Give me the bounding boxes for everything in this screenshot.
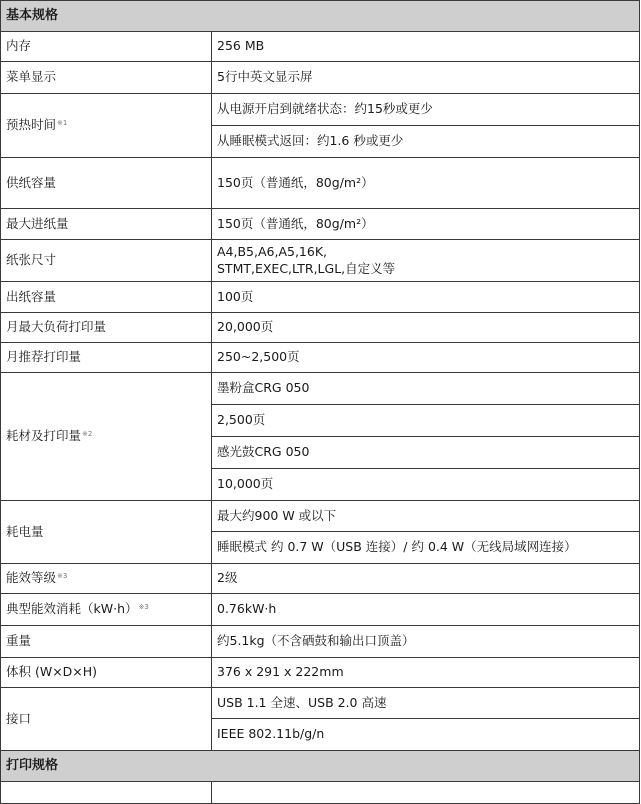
spec-label: 典型能效消耗（kW·h） (6, 601, 138, 617)
spec-value-empty (212, 782, 640, 804)
spec-label-warmup (1, 94, 212, 158)
spec-value-paper-size (212, 240, 640, 282)
spec-row-menu (1, 62, 640, 94)
spec-value: 最大约900 W 或以下 (212, 501, 640, 532)
section-title: 基本规格 (1, 1, 640, 32)
section-title: 打印规格 (1, 751, 640, 782)
footnote-marker: ※3 (138, 603, 149, 612)
spec-label: 预热时间 (6, 117, 57, 133)
spec-value: 约5.1kg（不含硒鼓和输出口顶盖） (212, 626, 640, 658)
spec-row-power (1, 501, 640, 532)
spec-value: IEEE 802.11b/g/n (212, 719, 640, 751)
spec-value: 2,500页 (212, 405, 640, 437)
spec-value: 0.76kW·h (212, 594, 640, 626)
spec-value: 150页（普通纸，80g/m²） (212, 209, 640, 240)
spec-label: 供纸容量 (1, 158, 212, 209)
spec-value: 150页（普通纸，80g/m²） (212, 158, 640, 209)
spec-label-empty (1, 782, 212, 804)
spec-value: 从睡眠模式返回：约1.6 秒或更少 (212, 126, 640, 158)
spec-label: 耗材及打印量 (6, 428, 82, 444)
spec-value: 从电源开启到就绪状态：约15秒或更少 (212, 94, 640, 126)
section-header-basic (1, 1, 640, 32)
spec-label-tec (1, 594, 212, 626)
spec-label: 出纸容量 (1, 282, 212, 313)
spec-label: 纸张尺寸 (1, 240, 212, 282)
spec-value: USB 1.1 全速、USB 2.0 高速 (212, 688, 640, 719)
spec-label: 月最大负荷打印量 (1, 313, 212, 343)
spec-row-dimensions (1, 658, 640, 688)
spec-value-line: STMT,EXEC,LTR,LGL,自定义等 (217, 260, 396, 276)
spec-row-max-input (1, 209, 640, 240)
spec-row-duty-cycle (1, 313, 640, 343)
spec-label: 体积 (W×D×H) (1, 658, 212, 688)
spec-row-weight (1, 626, 640, 658)
spec-row-recommended-volume (1, 343, 640, 373)
spec-value: 256 MB (212, 32, 640, 62)
spec-label: 能效等级 (6, 570, 57, 586)
spec-row-consumables (1, 373, 640, 405)
spec-label: 耗电量 (1, 501, 212, 564)
spec-label: 最大进纸量 (1, 209, 212, 240)
spec-label-energy-grade (1, 564, 212, 594)
spec-value: 250~2,500页 (212, 343, 640, 373)
spec-label: 菜单显示 (1, 62, 212, 94)
spec-value: 感光鼓CRG 050 (212, 437, 640, 469)
spec-row-tec (1, 594, 640, 626)
spec-value: 20,000页 (212, 313, 640, 343)
section-header-print (1, 751, 640, 782)
spec-label: 接口 (1, 688, 212, 751)
footnote-marker: ※1 (57, 119, 68, 128)
spec-label: 重量 (1, 626, 212, 658)
spec-label: 月推荐打印量 (1, 343, 212, 373)
spec-row-paper-capacity (1, 158, 640, 209)
footnote-marker: ※2 (82, 430, 93, 439)
spec-value: 睡眠模式 约 0.7 W（USB 连接）/ 约 0.4 W（无线局域网连接） (212, 532, 640, 564)
spec-row-memory (1, 32, 640, 62)
spec-value: 100页 (212, 282, 640, 313)
footnote-marker: ※3 (57, 572, 68, 581)
spec-label: 内存 (1, 32, 212, 62)
spec-row-paper-size (1, 240, 640, 282)
spec-row-energy-grade (1, 564, 640, 594)
spec-value-line: A4,B5,A6,A5,16K, (217, 244, 328, 260)
spec-value: 2级 (212, 564, 640, 594)
spec-row-interface (1, 688, 640, 719)
spec-value: 墨粉盒CRG 050 (212, 373, 640, 405)
spec-row-warmup (1, 94, 640, 126)
spec-label-consumables (1, 373, 212, 501)
spec-value: 10,000页 (212, 469, 640, 501)
spec-value: 5行中英文显示屏 (212, 62, 640, 94)
spec-row-output-capacity (1, 282, 640, 313)
spec-value: 376 x 291 x 222mm (212, 658, 640, 688)
spec-row-partial (1, 782, 640, 804)
